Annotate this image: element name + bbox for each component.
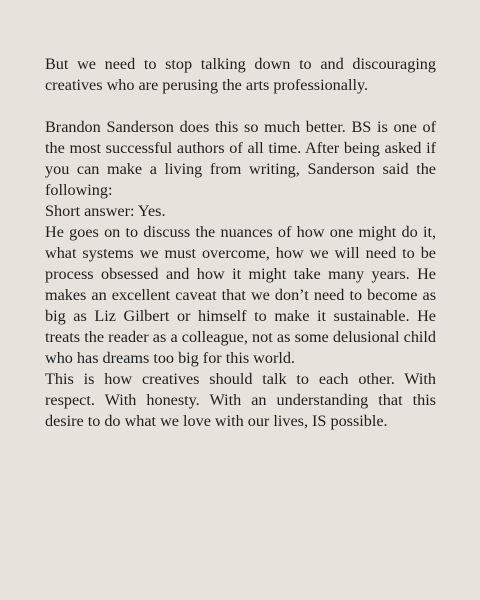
paragraph-short-answer: Short answer: Yes. [45,202,166,220]
paragraph-sanderson: Brandon Sanderson does this so much better. BS is one of the most successful authors of all time. After being asked if you can make a living from writing, Sanderson said the following: [45,118,436,199]
paragraph-spacer [45,96,436,117]
paragraph-nuances: He goes on to discuss the nuances of how one might do it, what systems we must overcome, how we will need to be process obsessed and how it might take many years. He makes an excellent caveat that we don’t need to become as big as Liz Gilbert or himself to make it sustainable. He treats the reader as a colleague, not as some delusional child who has dreams too big for this world. [45,223,436,367]
paragraph-intro: But we need to stop talking down to and discouraging creatives who are perusing the arts professionally. [45,55,436,94]
paragraph-conclusion: This is how creatives should talk to each other. With respect. With honesty. With an understanding that this desire to do what we love with our lives, IS possible. [45,370,436,430]
